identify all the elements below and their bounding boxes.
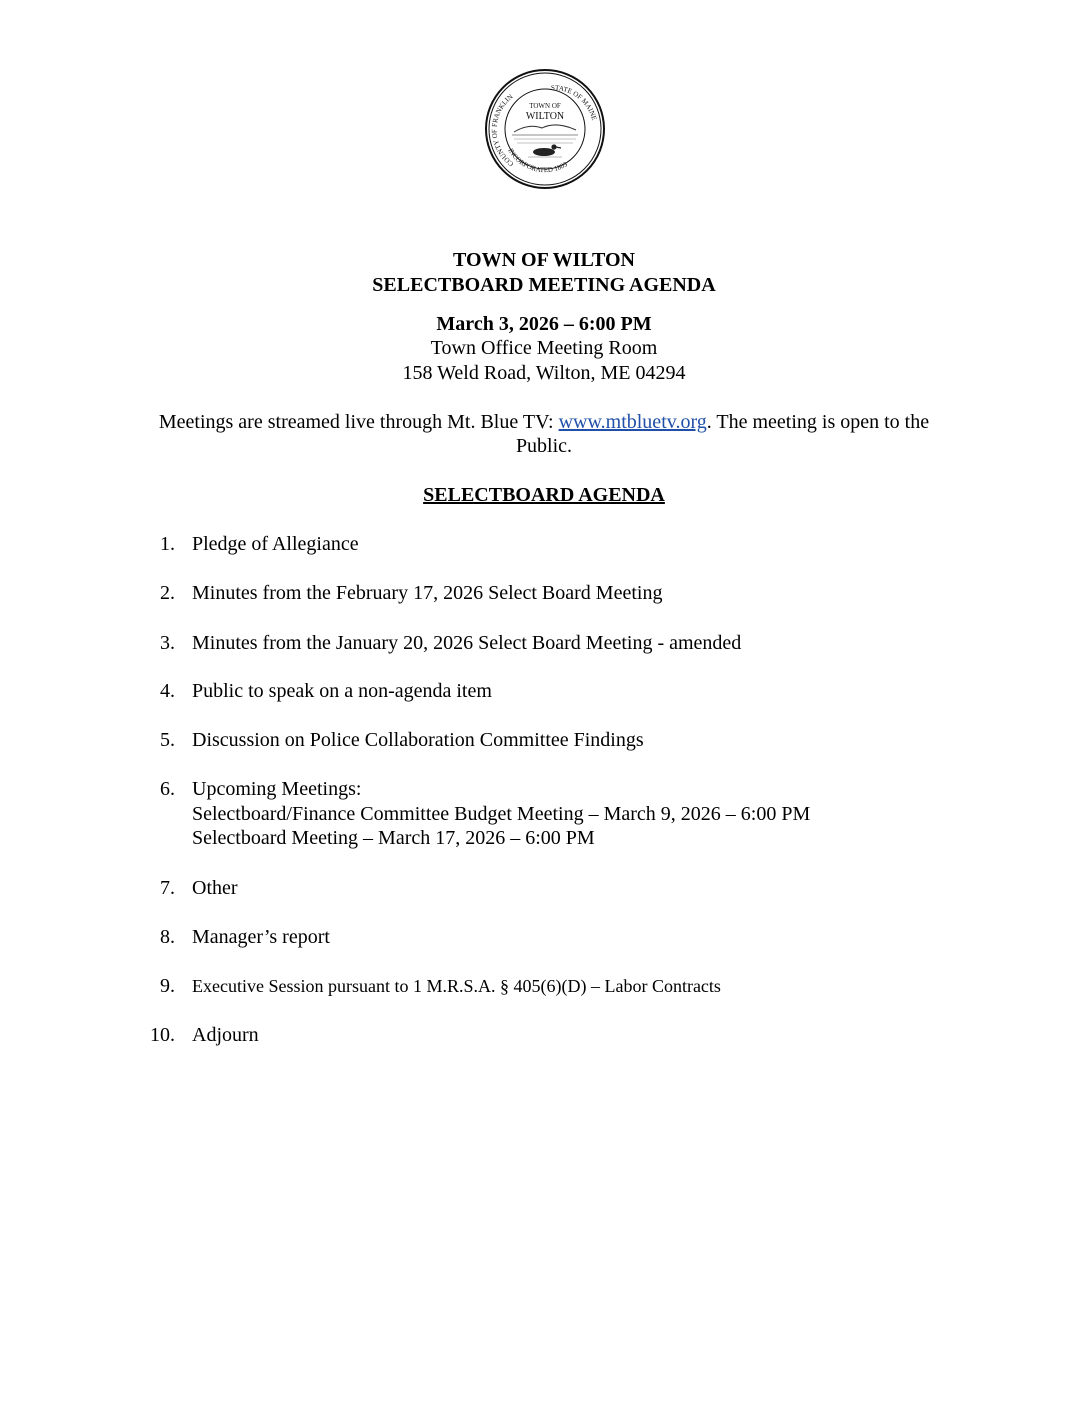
svg-text:COUNTY OF FRANKLIN [490, 93, 515, 168]
agenda-item [150, 631, 970, 655]
agenda-item-text: Public to speak on a non-agenda item [192, 680, 492, 702]
upcoming-meeting: Selectboard/Finance Committee Budget Meeting – March 9, 2026 – 6:00 PM [192, 803, 811, 825]
seal-ring-left-text: COUNTY OF FRANKLIN [490, 92, 516, 168]
agenda-item-number: 10. [150, 1024, 175, 1046]
town-seal-logo [484, 68, 606, 190]
agenda-item-number: 8. [160, 926, 175, 948]
agenda-item-number: 7. [160, 877, 175, 899]
agenda-item-text: Upcoming Meetings: [192, 778, 362, 800]
streaming-notice-text-after: . The meeting is open to the [706, 411, 930, 433]
agenda-item [150, 777, 970, 801]
agenda-item-number: 6. [160, 778, 175, 800]
agenda-item-number: 4. [160, 680, 175, 702]
seal-name-text: WILTON [525, 111, 565, 122]
agenda-item [150, 532, 970, 556]
agenda-item-text: Discussion on Police Collaboration Committee Findings [192, 729, 644, 751]
agenda-item-number: 1. [160, 533, 175, 555]
agenda-item-text: Adjourn [192, 1024, 259, 1046]
seal-top-text: TOWN OF [529, 102, 561, 110]
agenda-item [150, 925, 970, 949]
agenda-item [150, 679, 970, 703]
agenda-heading: SELECTBOARD AGENDA [423, 484, 665, 506]
agenda-item-text: Minutes from the January 20, 2026 Select Board Meeting - amended [192, 632, 742, 654]
streaming-notice-text: Meetings are streamed live through Mt. Blue TV: [158, 411, 559, 433]
agenda-item [150, 728, 970, 752]
agenda-item [150, 876, 970, 900]
agenda-item-text: Manager’s report [192, 926, 330, 948]
seal-ring-right-text: STATE OF MAINE [550, 83, 599, 122]
agenda-item-number: 9. [160, 975, 175, 997]
agenda-item-text: Executive Session pursuant to 1 M.R.S.A. § 405(6)(D) – Labor Contracts [192, 976, 721, 996]
streaming-notice-line2: Public. [515, 435, 573, 457]
agenda-item-text: Minutes from the February 17, 2026 Select Board Meeting [192, 582, 663, 604]
mtbluetv-link[interactable]: www.mtbluetv.org [558, 411, 707, 433]
agenda-item [150, 974, 970, 998]
agenda-item [150, 581, 970, 605]
agenda-item-text: Pledge of Allegiance [192, 533, 359, 555]
agenda-item-number: 3. [160, 632, 175, 654]
streaming-notice [120, 410, 968, 458]
meeting-address: 158 Weld Road, Wilton, ME 04294 [402, 362, 686, 384]
seal-ring-bottom-text: INCORPORATED 1803 [506, 147, 569, 175]
org-title: TOWN OF WILTON [453, 249, 635, 271]
meeting-location: Town Office Meeting Room [430, 337, 658, 359]
meeting-date-time: March 3, 2026 – 6:00 PM [436, 313, 652, 335]
agenda-item [150, 1023, 970, 1047]
agenda-item-number: 5. [160, 729, 175, 751]
agenda-item-number: 2. [160, 582, 175, 604]
upcoming-meeting: Selectboard Meeting – March 17, 2026 – 6:00 PM [192, 827, 595, 849]
page-title: SELECTBOARD MEETING AGENDA [372, 274, 716, 296]
agenda-item-text: Other [192, 877, 238, 899]
